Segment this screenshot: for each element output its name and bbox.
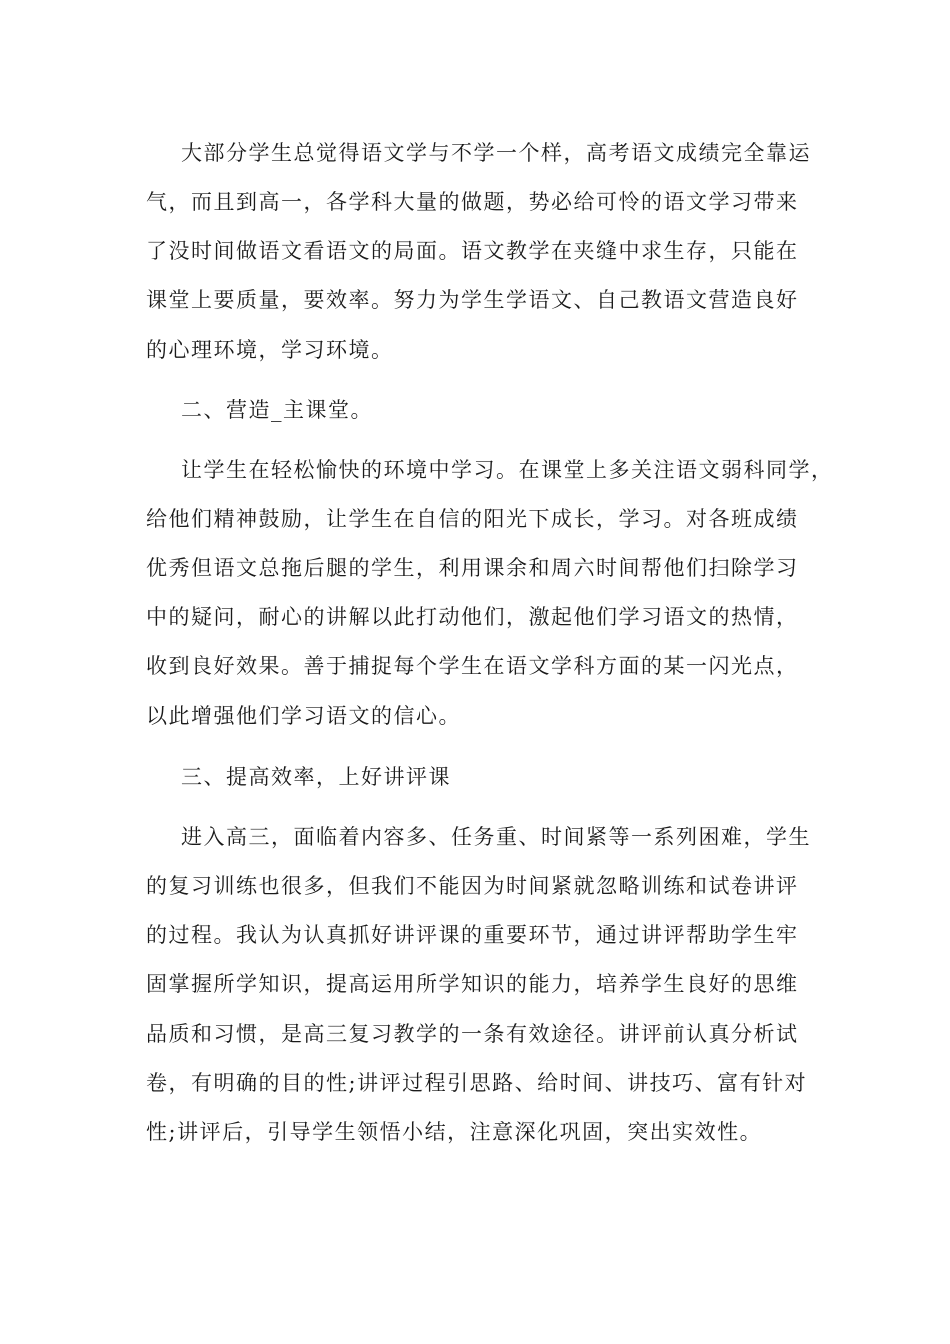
section-heading-2: 二、营造_主课堂。	[181, 398, 373, 422]
paragraph-3-line-7: 性;讲评后，引导学生领悟小结，注意深化巩固，突出实效性。	[146, 1120, 763, 1144]
paragraph-3-line-4: 固掌握所学知识，提高运用所学知识的能力，培养学生良好的思维	[146, 972, 799, 996]
paragraph-1-line-5: 的心理环境，学习环境。	[146, 338, 394, 362]
paragraph-3-line-1: 进入高三，面临着内容多、任务重、时间紧等一系列困难，学生	[181, 825, 811, 849]
paragraph-2-line-3: 优秀但语文总拖后腿的学生，利用课余和周六时间帮他们扫除学习	[146, 556, 799, 580]
paragraph-1-line-2: 气，而且到高一，各学科大量的做题，势必给可怜的语文学习带来	[146, 190, 799, 214]
paragraph-2-line-6: 以此增强他们学习语文的信心。	[146, 704, 461, 728]
paragraph-3-line-5: 品质和习惯，是高三复习教学的一条有效途径。讲评前认真分析试	[146, 1022, 799, 1046]
paragraph-1-line-1: 大部分学生总觉得语文学与不学一个样，高考语文成绩完全靠运	[181, 141, 811, 165]
paragraph-3-line-2: 的复习训练也很多，但我们不能因为时间紧就忽略训练和试卷讲评	[146, 874, 799, 898]
paragraph-1-line-3: 了没时间做语文看语文的局面。语文教学在夹缝中求生存，只能在	[146, 239, 799, 263]
paragraph-2-line-4: 中的疑问，耐心的讲解以此打动他们，激起他们学习语文的热情，	[146, 605, 799, 629]
section-heading-3: 三、提高效率，上好讲评课	[181, 765, 451, 789]
paragraph-3-line-3: 的过程。我认为认真抓好讲评课的重要环节，通过讲评帮助学生牢	[146, 923, 799, 947]
paragraph-2-line-2: 给他们精神鼓励，让学生在自信的阳光下成长，学习。对各班成绩	[146, 507, 799, 531]
paragraph-1-line-4: 课堂上要质量，要效率。努力为学生学语文、自己教语文营造良好	[146, 288, 799, 312]
paragraph-2-line-1: 让学生在轻松愉快的环境中学习。在课堂上多关注语文弱科同学，	[181, 458, 834, 482]
paragraph-2-line-5: 收到良好效果。善于捕捉每个学生在语文学科方面的某一闪光点，	[146, 654, 799, 678]
paragraph-3-line-6: 卷，有明确的目的性;讲评过程引思路、给时间、讲技巧、富有针对	[146, 1071, 808, 1095]
